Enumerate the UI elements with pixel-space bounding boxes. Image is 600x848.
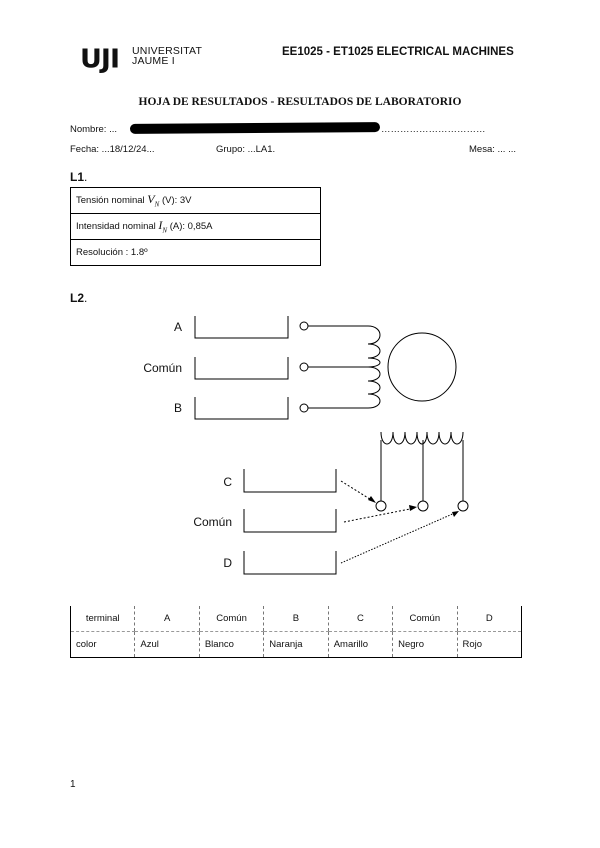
spec-label: Intensidad nominal — [76, 221, 159, 233]
spec-value: (A): 0,85A — [167, 221, 213, 233]
document-title: HOJA DE RESULTADOS - RESULTADOS DE LABORATORIO — [138, 96, 462, 108]
university-name-line1: UNIVERSITAT — [132, 45, 203, 57]
terminal-circle-comun-1 — [300, 363, 308, 371]
terminal-color-table — [70, 606, 522, 658]
terminal-label-b: B — [173, 401, 182, 415]
value-cell: Naranja — [264, 632, 328, 658]
course-title: EE1025 - ET1025 ELECTRICAL MACHINES — [282, 46, 514, 58]
motor1-rotor — [388, 333, 456, 401]
header-cell: Común — [393, 606, 457, 632]
section-l1-heading: L1. — [70, 170, 88, 184]
section-l2-heading: L2. — [70, 291, 88, 305]
terminal-label-comun-1: Común — [143, 361, 182, 375]
connection-c — [341, 481, 373, 501]
answer-box-comun-2 — [244, 509, 336, 532]
header-cell: A — [135, 606, 199, 632]
terminal-circle-d — [458, 501, 468, 511]
table-row — [71, 606, 522, 632]
section-l1-label: L1 — [70, 170, 85, 184]
motor2-coil — [381, 432, 463, 444]
mesa-field: Mesa: ... ... — [469, 144, 516, 155]
terminal-circle-b — [300, 404, 308, 412]
terminal-circle-c — [376, 501, 386, 511]
header-cell: B — [264, 606, 328, 632]
page-number: 1 — [70, 779, 76, 790]
header-cell: C — [328, 606, 392, 632]
symbol-letter: V — [147, 192, 155, 207]
spec-label: Resolución : 1.8º — [76, 247, 148, 258]
answer-box-a — [195, 316, 288, 338]
terminal-circle-a — [300, 322, 308, 330]
header-cell: Común — [199, 606, 263, 632]
terminal-label-a: A — [173, 320, 182, 334]
symbol-letter: I — [158, 218, 163, 233]
answer-box-c — [244, 469, 336, 492]
table-row — [71, 632, 522, 658]
nombre-label: Nombre: ... — [70, 124, 117, 135]
value-cell: Blanco — [199, 632, 263, 658]
answer-box-b — [195, 397, 288, 419]
connection-comun — [344, 508, 415, 522]
value-cell: Rojo — [457, 632, 521, 658]
grupo-field: Grupo: ...LA1. — [216, 144, 276, 155]
value-cell: Negro — [393, 632, 457, 658]
nombre-dots: …………………………… — [381, 124, 486, 135]
header-cell: D — [457, 606, 521, 632]
terminal-label-comun-2: Común — [193, 515, 232, 529]
section-l2-label: L2 — [70, 291, 85, 305]
terminal-circle-comun-2 — [418, 501, 428, 511]
spec-value: (V): 3V — [159, 195, 192, 207]
university-name-line2: JAUME I — [132, 55, 175, 67]
symbol-subscript: N — [162, 226, 168, 235]
answer-box-d — [244, 551, 336, 574]
uji-logo-mark: UJI — [80, 44, 120, 75]
terminal-label-d: D — [223, 556, 232, 570]
header-cell: terminal — [71, 606, 135, 632]
symbol-subscript: N — [154, 200, 160, 209]
connection-d — [341, 512, 457, 563]
motor1-coil — [368, 326, 380, 408]
value-cell: color — [71, 632, 135, 658]
value-cell: Amarillo — [328, 632, 392, 658]
fecha-field: Fecha: ...18/12/24... — [70, 144, 155, 155]
value-cell: Azul — [135, 632, 199, 658]
terminal-label-c: C — [223, 475, 232, 489]
answer-box-comun-1 — [195, 357, 288, 379]
spec-label: Tensión nominal — [76, 195, 148, 207]
